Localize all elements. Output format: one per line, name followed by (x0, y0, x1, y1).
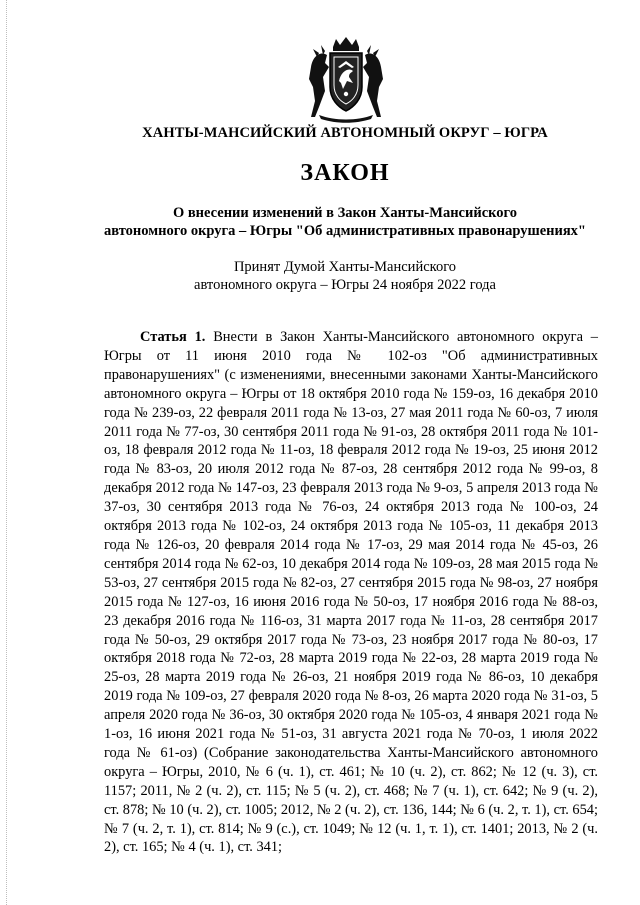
law-subject-line-1: О внесении изменений в Закон Ханты-Мансийского (172, 205, 518, 221)
region-title: ХАНТЫ-МАНСИЙСКИЙ АВТОНОМНЫЙ ОКРУГ – ЮГРА (142, 125, 548, 141)
adoption-note-line-1: Принят Думой Ханты-Мансийского (233, 259, 457, 275)
article-text: Внести в Закон Ханты-Мансийского автономного округа – Югры от 11 июня 2010 года № 102-оз "Об административных правонарушениях" (с изменениями, внесенными законами Ханты-Мансийского автономного округа – Югры от 18 октября 2010 года № 159-оз, 16 декабря 2010 года № 239-оз, 22 февраля 2011 года № 13-оз, 27 мая 2011 года № 60-оз, 7 июля 2011 года № 77-оз, 30 сентября 2011 года № 91-оз, 28 октября 2011 года № 101-оз, 18 февраля 2012 года № 11-оз, 18 февраля 2012 года № 19-оз, 25 июня 2012 года № 83-оз, 20 июля 2012 года № 87-оз, 28 сентября 2012 года № 99-оз, 8 декабря 2012 года № 147-оз, 23 февраля 2013 года № 9-оз, 5 апреля 2013 года № 37-оз, 30 сентября 2013 года № 76-оз, 24 октября 2013 года № 100-оз, 24 октября 2013 года № 102-оз, 24 октября 2013 года № 105-оз, 11 декабря 2013 года № 126-оз, 20 февраля 2014 года № 17-оз, 29 мая 2014 года № 45-оз, 26 сентября 2014 года № 62-оз, 10 декабря 2014 года № 109-оз, 28 мая 2015 года № 53-оз, 27 сентября 2015 года № 82-оз, 27 сентября 2015 года № 98-оз, 27 ноября 2015 года № 127-оз, 16 июня 2016 года № 50-оз, 17 ноября 2016 года № 88-оз, 23 декабря 2016 года № 116-оз, 31 марта 2017 года № 11-оз, 28 сентября 2017 года № 50-оз, 29 октября 2017 года № 73-оз, 23 ноября 2017 года № 80-оз, 17 октября 2018 года № 72-оз, 28 марта 2019 года № 22-оз, 28 марта 2019 года № 25-оз, 28 марта 2019 года № 26-оз, 21 ноября 2019 года № 86-оз, 10 декабря 2019 года № 109-оз, 27 февраля 2020 года № 8-оз, 26 марта 2020 года № 31-оз, 5 апреля 2020 года № 36-оз, 30 октября 2020 года № 105-оз, 4 января 2021 года № 1-оз, 16 июня 2021 года № 51-оз, 31 августа 2021 года № 70-оз, 1 июля 2022 года № 61-оз) (Собрание законодательства Ханты-Мансийского автономного округа – Югры, 2010, № 6 (ч. 1), ст. 461; № 10 (ч. 2), ст. 862; № 12 (ч. 3), ст. 1157; 2011, № 2 (ч. 2), ст. 115; № 5 (ч. 2), ст. 468; № 7 (ч. 1), ст. 642; № 9 (ч. 2), ст. 878; № 10 (ч. 2), ст. 1005; 2012, № 2 (ч. 2), ст. 136, 144; № 6 (ч. 2, т. 1), ст. 654; № 7 (ч. 2, т. 1), ст. 814; № 9 (с.), ст. 1049; № 12 (ч. 1, т. 1), ст. 1401; 2013, № 2 (ч. 2), ст. 165; № 4 (ч. 1), ст. 341; (104, 329, 598, 856)
law-subject (0, 204, 640, 240)
document-type-title: ЗАКОН (300, 160, 390, 186)
adoption-note-line-2: автономного округа – Югры 24 ноября 2022 года (194, 277, 496, 293)
coat-of-arms-icon (305, 37, 387, 123)
article-1-paragraph (104, 328, 598, 857)
article-label: Статья 1. (140, 329, 206, 345)
adoption-note (0, 258, 640, 294)
law-subject-line-2: автономного округа – Югры "Об административных правонарушениях" (104, 223, 586, 239)
